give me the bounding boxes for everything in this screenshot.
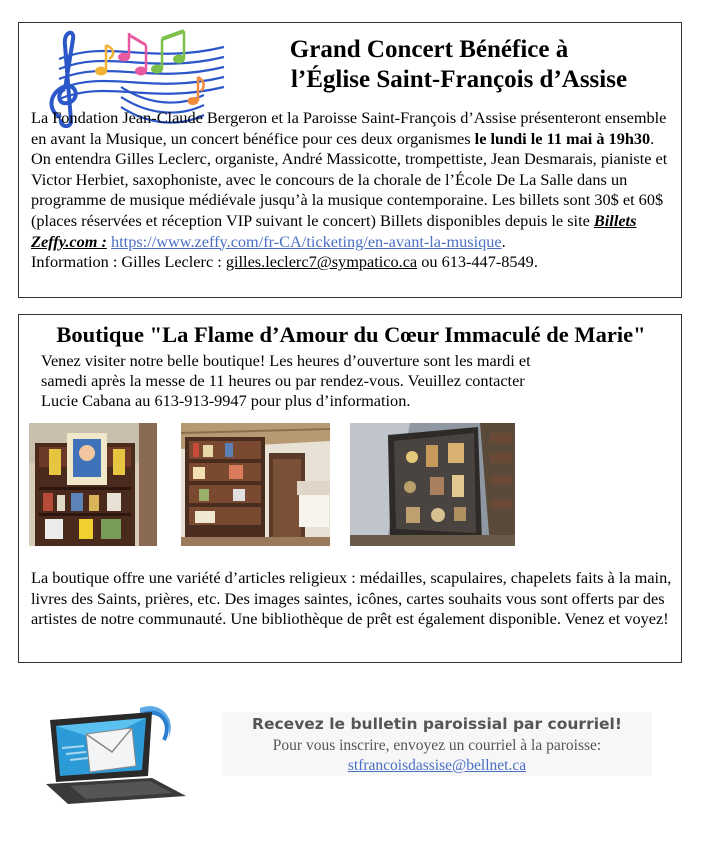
concert-description (31, 108, 676, 273)
concert-announcement (18, 22, 682, 298)
newsletter-subtext: Pour vous inscrire, envoyez un courriel à la paroisse: (272, 737, 602, 754)
ticket-link[interactable]: https://www.zeffy.com/fr-CA/ticketing/en-avant-la-musique (111, 231, 502, 251)
concert-date: le lundi le 11 mai à 19h30 (474, 128, 651, 148)
newsletter-heading: Recevez le bulletin paroissial par courriel! (252, 715, 622, 733)
boutique-photo-shelves-icon (29, 423, 157, 546)
concert-text-details: . On entendra Gilles Leclerc, organiste, André Massicotte, trompettiste, Jean Desmarais, pianiste et Victor Herbiet, saxophoniste, avec le concours de la chorale de l’École De La Salle dans un programme de musique médiévale jusqu’à la musique contemporaine. Les billets sont 30$ et 60$ (places réservées et réception VIP suivant le concert) Billets disponibles depuis le site (31, 128, 668, 230)
concert-title-line1: Grand Concert Bénéfice à (289, 36, 569, 63)
laptop-mail-icon (40, 700, 190, 805)
ticket-link-period: . (501, 231, 506, 251)
info-phone: ou 613-447-8549. (417, 252, 538, 272)
boutique-intro (41, 351, 601, 411)
info-prefix: Information : Gilles Leclerc : (31, 252, 226, 272)
concert-text-intro: La Fondation Jean-Claude Bergeron et la Paroisse Saint-François d’Assise présenteront ensemble en avant la Musique, un concert bénéfice pour ces deux organismes (31, 108, 667, 148)
boutique-intro-line2: samedi après la messe de 11 heures ou par rendez-vous. Veuillez contacter (41, 371, 525, 390)
boutique-photo-display-case (350, 423, 515, 546)
boutique-photo-bookcases (181, 423, 330, 546)
boutique-title: Boutique "La Flame d’Amour du Cœur Immaculé de Marie" (56, 322, 646, 347)
boutique-intro-line3: Lucie Cabana au 613-913-9947 pour plus d’information. (41, 391, 411, 410)
newsletter-signup (222, 712, 652, 776)
boutique-announcement (18, 314, 682, 663)
newsletter-email-link[interactable]: stfrancoisdassise@bellnet.ca (347, 757, 527, 774)
info-email-link[interactable]: gilles.leclerc7@sympatico.ca (225, 252, 418, 272)
boutique-intro-line1: Venez visiter notre belle boutique! Les heures d’ouverture sont les mardi et (41, 351, 531, 370)
boutique-description: La boutique offre une variété d’articles religieux : médailles, scapulaires, chapelets faits à la main, livres des Saints, prières, etc. Des images saintes, icônes, cartes souhaits vous sont offerts par des artistes de notre communauté. Une bibliothèque de prêt est également disponible. Venez et voyez! (31, 568, 672, 629)
zeffy-site-label: Billets Zeffy.com : (31, 210, 637, 251)
concert-title (239, 35, 679, 95)
concert-title-line2: l’Église Saint-François d’Assise (290, 66, 628, 93)
